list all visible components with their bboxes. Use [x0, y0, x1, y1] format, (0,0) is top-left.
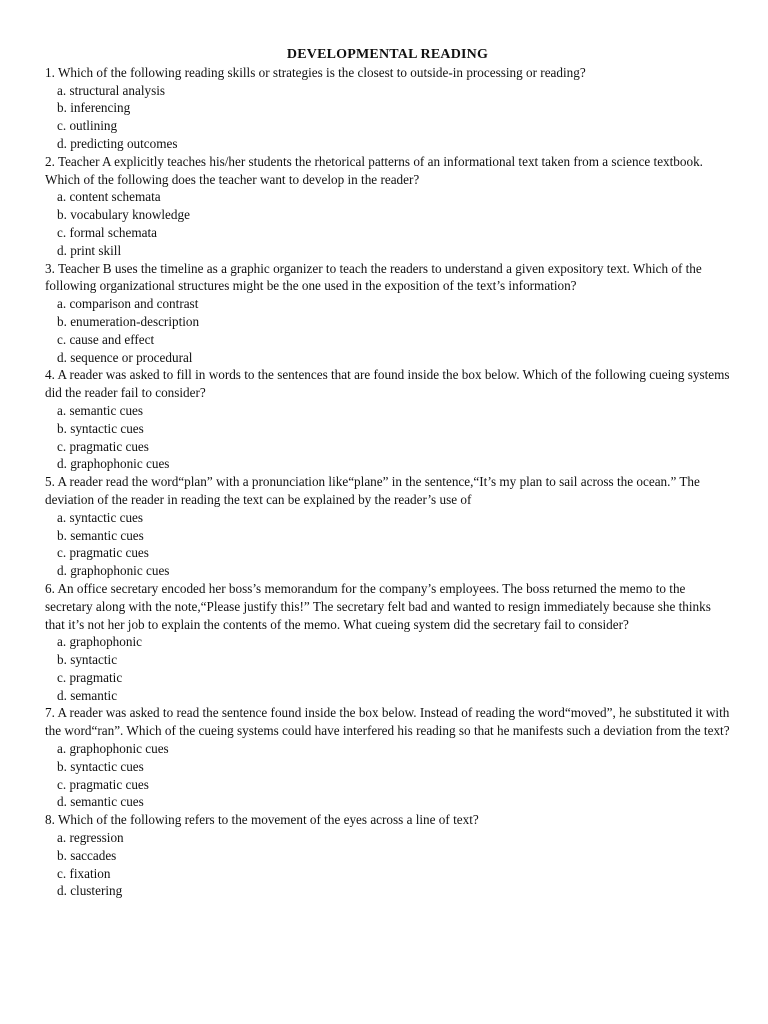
question-8 — [45, 811, 730, 900]
question-5 — [45, 473, 730, 580]
answer-option: c. cause and effect — [57, 331, 155, 347]
question-stem: 2. Teacher A explicitly teaches his/her students the rhetorical patterns of an informational text taken from a science textbook. Which of the following does the teacher want to develop in the reader? — [45, 153, 703, 187]
answer-option: b. semantic cues — [57, 527, 144, 543]
question-1 — [45, 64, 730, 153]
page-title: DEVELOPMENTAL READING — [286, 47, 489, 62]
question-stem: 5. A reader read the word“plan” with a pronunciation like“plane” in the sentence,“It’s my plan to sail across the ocean.” The deviation of the reader in reading the text can be explained by the reader’s use of — [45, 474, 700, 507]
question-2 — [45, 153, 730, 260]
answer-option: b. syntactic cues — [57, 420, 144, 436]
question-6 — [45, 580, 730, 705]
answer-option: d. graphophonic cues — [57, 563, 170, 579]
document-page — [45, 46, 730, 900]
answer-option: a. semantic cues — [57, 402, 144, 418]
option-list — [45, 188, 730, 259]
question-stem: 3. Teacher B uses the timeline as a graphic organizer to teach the readers to understand a given expository text. Which of the following organizational structures might be the one used in the exposition of the text’s information? — [45, 260, 702, 294]
option-list — [45, 82, 730, 153]
question-stem: 4. A reader was asked to fill in words to the sentences that are found inside the box below. Which of the following cueing systems did the reader fail to consider? — [45, 367, 730, 401]
answer-option: a. syntactic cues — [57, 509, 144, 525]
option-list — [45, 509, 730, 580]
answer-option: c. pragmatic cues — [57, 776, 149, 792]
answer-option: c. pragmatic cues — [57, 438, 149, 454]
answer-option: d. semantic — [57, 687, 118, 703]
answer-option: a. comparison and contrast — [57, 296, 199, 312]
answer-option: b. syntactic — [57, 652, 118, 668]
answer-option: d. semantic cues — [57, 794, 144, 810]
question-7 — [45, 704, 730, 811]
answer-option: a. regression — [57, 830, 124, 846]
answer-option: c. outlining — [57, 118, 118, 134]
answer-option: b. inferencing — [57, 100, 131, 116]
answer-option: a. structural analysis — [57, 82, 166, 98]
answer-option: b. vocabulary knowledge — [57, 207, 190, 223]
question-3 — [45, 260, 730, 367]
answer-option: c. fixation — [57, 865, 111, 881]
answer-option: c. pragmatic — [57, 669, 123, 685]
option-list — [45, 740, 730, 811]
answer-option: d. print skill — [57, 242, 122, 258]
question-stem: 6. An office secretary encoded her boss’s memorandum for the company’s employees. The boss returned the memo to the secretary along with the note,“Please justify this!” The secretary felt bad and wanted to resign immediately because she thinks that it’s not her job to explain the contents of the memo. What cueing system did the secretary fail to consider? — [45, 580, 711, 632]
answer-option: b. enumeration-description — [57, 313, 200, 329]
question-stem: 8. Which of the following refers to the movement of the eyes across a line of text? — [45, 812, 479, 828]
answer-option: a. graphophonic cues — [57, 741, 169, 757]
answer-option: d. clustering — [57, 883, 123, 899]
question-stem: 1. Which of the following reading skills or strategies is the closest to outside-in processing or reading? — [45, 64, 586, 80]
answer-option: d. predicting outcomes — [57, 135, 178, 151]
answer-option: d. sequence or procedural — [57, 349, 193, 365]
option-list — [45, 402, 730, 473]
question-4 — [45, 366, 730, 473]
answer-option: d. graphophonic cues — [57, 456, 170, 472]
answer-option: b. saccades — [57, 847, 117, 863]
answer-option: c. formal schemata — [57, 224, 157, 240]
answer-option: a. graphophonic — [57, 634, 142, 650]
answer-option: a. content schemata — [57, 189, 161, 205]
option-list — [45, 829, 730, 900]
question-list — [45, 64, 730, 900]
option-list — [45, 633, 730, 704]
option-list — [45, 295, 730, 366]
question-stem: 7. A reader was asked to read the sentence found inside the box below. Instead of reading the word“moved”, he substituted it with the word“ran”. Which of the cueing systems could have interfered his reading so that he manifests such a deviation from the text? — [45, 705, 730, 739]
answer-option: c. pragmatic cues — [57, 545, 149, 561]
answer-option: b. syntactic cues — [57, 758, 144, 774]
